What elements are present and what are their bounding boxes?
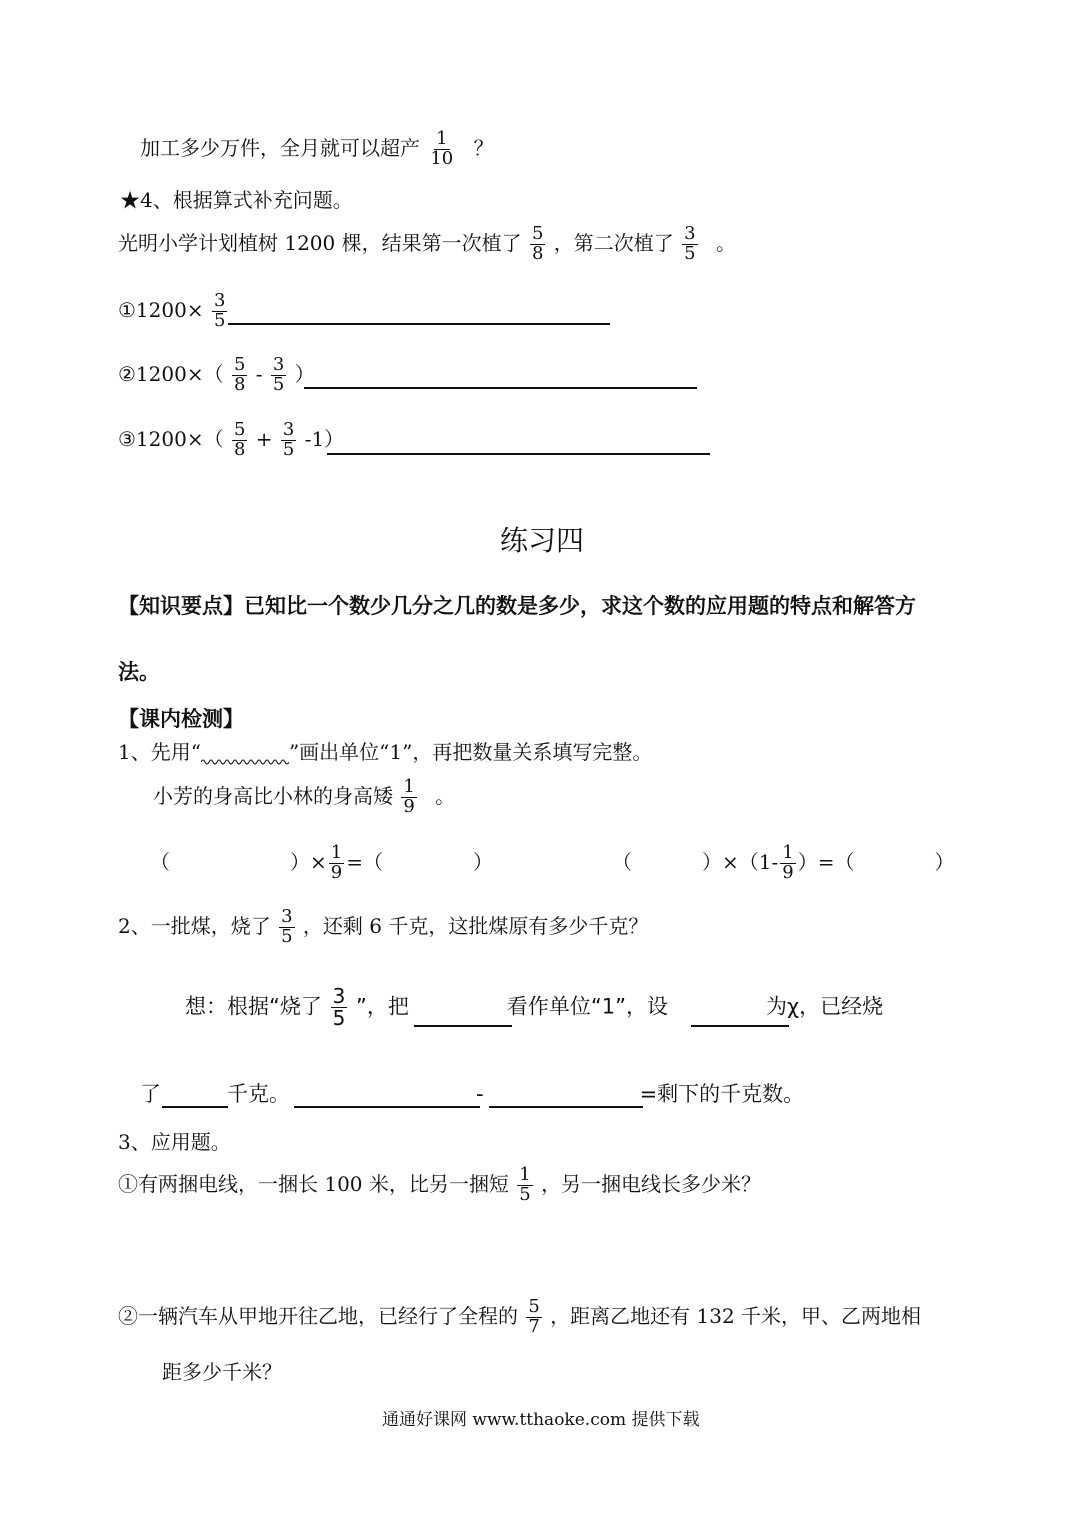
denominator: 10 — [430, 147, 454, 169]
fraction — [331, 986, 348, 1029]
numerator: 3 — [281, 906, 293, 927]
numerator: 1 — [436, 128, 448, 149]
text: 1、先用“ — [118, 740, 201, 764]
question-1 — [118, 742, 652, 765]
numerator: 3 — [213, 290, 226, 311]
formula-line — [118, 292, 229, 331]
denominator: 8 — [233, 438, 246, 460]
question-3-2 — [118, 1298, 921, 1337]
text: - — [476, 1082, 484, 1106]
fraction — [271, 356, 286, 395]
text: 。 — [435, 783, 456, 808]
question-3-1 — [118, 1166, 761, 1205]
numerator: 5 — [531, 223, 544, 244]
text: ）× — [290, 849, 327, 874]
fraction — [401, 778, 416, 817]
fraction — [428, 130, 455, 169]
blank-line[interactable] — [489, 1106, 643, 1108]
text: ，第二次植了 — [553, 230, 674, 255]
denominator: 5 — [281, 925, 293, 947]
text: 小芳的身高比小林的身高矮 — [153, 783, 393, 808]
denominator: 5 — [213, 309, 226, 331]
think-line — [140, 1084, 804, 1105]
text: 为χ，已经烧 — [766, 994, 884, 1019]
numerator: 1 — [782, 842, 794, 863]
wavy-line-icon — [201, 755, 289, 765]
text: ”，把 — [356, 994, 409, 1019]
answer-line[interactable] — [228, 323, 610, 325]
denominator: 9 — [403, 795, 415, 817]
numerator: 3 — [272, 354, 285, 375]
fraction — [232, 421, 247, 460]
denominator: 8 — [531, 242, 544, 264]
text: 2、一批煤，烧了 — [118, 913, 271, 938]
text: 加工多少万件，全月就可以超产 — [140, 135, 420, 160]
operator: - — [255, 361, 263, 386]
equation-1 — [150, 844, 493, 883]
text: 看作单位“1”，设 — [506, 994, 669, 1019]
footer: 通通好课网 www.tthaoke.com 提供下载 — [382, 1410, 700, 1430]
denominator: 5 — [272, 373, 285, 395]
numerator: 5 — [233, 354, 246, 375]
text: 。 — [715, 230, 736, 255]
fraction — [279, 908, 294, 947]
fraction — [682, 225, 697, 264]
question-2 — [118, 908, 648, 947]
question-3: 3、应用题。 — [118, 1130, 231, 1154]
text: ①有两捆电线，一捆长 100 米，比另一捆短 — [118, 1171, 509, 1196]
text: 想：根据“烧了 — [185, 994, 322, 1019]
formula-line — [118, 356, 315, 395]
blank-line[interactable] — [162, 1106, 228, 1108]
question-heading: ★4、根据算式补充问题。 — [120, 188, 353, 212]
key-points-cont: 法。 — [118, 660, 160, 684]
blank-line[interactable] — [691, 1025, 789, 1027]
text: ①1200× — [118, 297, 204, 322]
fraction — [232, 356, 247, 395]
numerator: 3 — [282, 419, 295, 440]
equation-2 — [612, 844, 954, 883]
fraction — [780, 844, 795, 883]
text-line — [140, 130, 494, 169]
answer-line[interactable] — [327, 453, 710, 455]
answer-line[interactable] — [304, 387, 697, 389]
text: ）×（1- — [702, 849, 779, 874]
text: 光明小学计划植树 1200 棵，结果第一次植了 — [118, 230, 522, 255]
blank-line[interactable] — [294, 1106, 480, 1108]
paren: ） — [934, 849, 955, 874]
text: ，另一捆电线长多少米？ — [541, 1171, 762, 1196]
paren: ） — [472, 849, 493, 874]
numerator: 1 — [519, 1164, 531, 1185]
fraction — [517, 1166, 532, 1205]
text: ②一辆汽车从甲地开往乙地，已经行了全程的 — [118, 1303, 518, 1328]
denominator: 9 — [330, 861, 343, 883]
numerator: 5 — [528, 1296, 540, 1317]
text: ？ — [473, 135, 494, 160]
text: ） — [294, 361, 315, 386]
denominator: 9 — [782, 861, 794, 883]
text-line — [153, 778, 455, 817]
numerator: 5 — [233, 419, 246, 440]
think-line — [185, 986, 883, 1029]
blank-line[interactable] — [414, 1025, 512, 1027]
numerator: 3 — [684, 223, 696, 244]
paren: （ — [612, 849, 632, 874]
text: =剩下的千克数。 — [639, 1082, 805, 1106]
text: =（ — [346, 849, 383, 874]
text: ②1200×（ — [118, 361, 224, 386]
fraction — [526, 1298, 541, 1337]
text: ）=（ — [797, 849, 855, 874]
text: ③1200×（ — [118, 426, 224, 451]
text: -1） — [304, 426, 345, 451]
fraction — [329, 844, 344, 883]
text: 了 — [140, 1082, 161, 1106]
denominator: 5 — [684, 242, 696, 264]
operator: + — [255, 426, 273, 451]
fraction — [281, 421, 296, 460]
numerator: 1 — [330, 842, 343, 863]
text: 千克。 — [227, 1082, 290, 1106]
section-title: 练习四 — [500, 524, 585, 557]
formula-line — [118, 421, 344, 460]
class-check-heading: 【课内检测】 — [118, 707, 244, 731]
fraction — [212, 292, 227, 331]
text: ，距离乙地还有 132 千米，甲、乙两地相 — [550, 1303, 922, 1328]
fraction — [530, 225, 545, 264]
numerator: 3 — [332, 984, 346, 1008]
key-points: 【知识要点】已知比一个数少几分之几的数是多少，求这个数的应用题的特点和解答方 — [118, 594, 916, 618]
denominator: 5 — [332, 1006, 346, 1030]
denominator: 7 — [528, 1315, 540, 1337]
paren: （ — [150, 849, 170, 874]
text: ”画出单位“1”，再把数量关系填写完整。 — [288, 740, 653, 764]
denominator: 5 — [282, 438, 295, 460]
question-3-2-cont: 距多少千米？ — [162, 1360, 282, 1384]
text: ，还剩 6 千克，这批煤原有多少千克？ — [302, 913, 649, 938]
text-line — [118, 225, 736, 264]
denominator: 8 — [233, 373, 246, 395]
denominator: 5 — [519, 1183, 531, 1205]
numerator: 1 — [403, 776, 415, 797]
